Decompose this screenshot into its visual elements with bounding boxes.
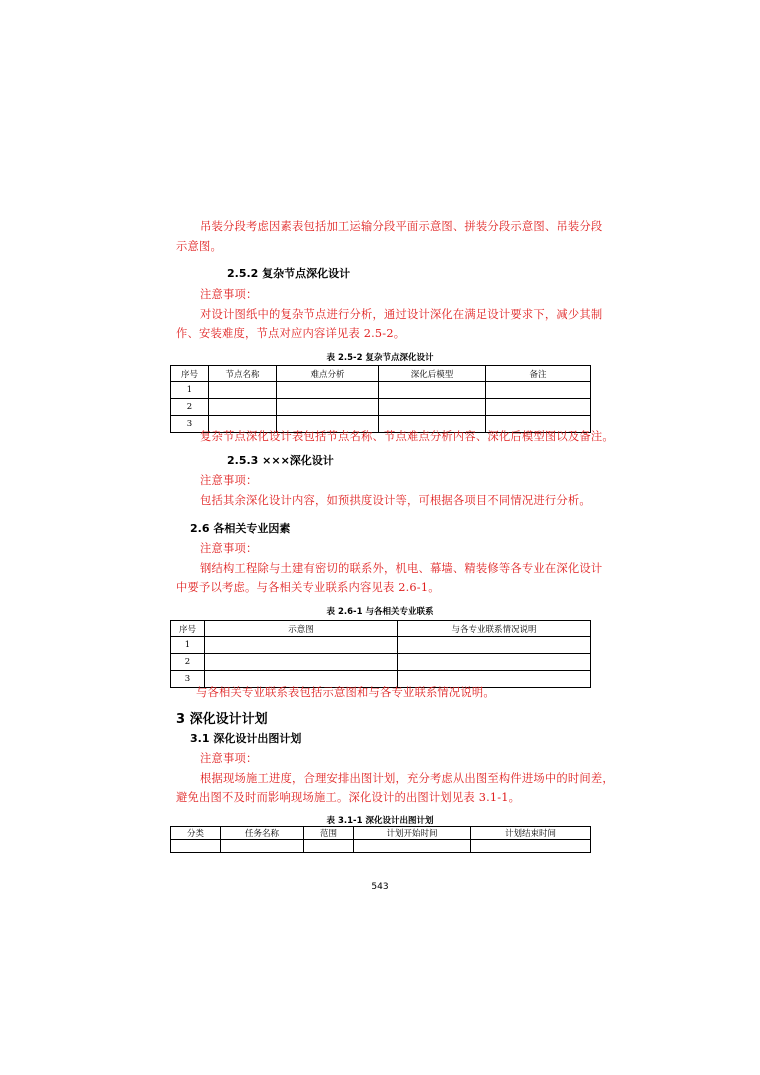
- table-header-cell: 范围: [304, 827, 354, 840]
- table-cell: [209, 399, 277, 416]
- table-row: [171, 399, 591, 416]
- table-cell: [471, 840, 591, 853]
- page-number: 543: [371, 882, 389, 892]
- note-label-2-5-3: 注意事项：: [200, 474, 258, 487]
- table-header-cell: 任务名称: [221, 827, 304, 840]
- table-cell: [486, 382, 591, 399]
- heading-3: 3 深化设计计划: [176, 712, 268, 727]
- table-header-cell: 备注: [486, 366, 591, 382]
- text-2-5-2-line-1: 对设计图纸中的复杂节点进行分析，通过设计深化在满足设计要求下，减少其制: [200, 308, 603, 321]
- text-3-1-line-2: 避免出图不及时而影响现场施工。深化设计的出图计划见表 3.1-1。: [176, 791, 521, 804]
- row-number-cell: 2: [171, 654, 205, 671]
- table-cell: [205, 654, 398, 671]
- table-header-cell: 计划开始时间: [354, 827, 471, 840]
- table-cell: [277, 382, 379, 399]
- row-number-cell: 1: [171, 382, 209, 399]
- table-cell: [398, 637, 591, 654]
- heading-2-5-3: 2.5.3 ×××深化设计: [227, 454, 334, 467]
- text-2-5-2-line-2: 作、安装难度，节点对应内容详见表 2.5-2。: [176, 327, 406, 340]
- table-header-row: [171, 827, 591, 840]
- table-header-cell: 分类: [171, 827, 221, 840]
- table-header-cell: 计划结束时间: [471, 827, 591, 840]
- note-label-3-1: 注意事项：: [200, 752, 258, 765]
- intro-line-2: 示意图。: [176, 240, 222, 253]
- table-row: [171, 840, 591, 853]
- table-row: [171, 637, 591, 654]
- table-cell: [209, 382, 277, 399]
- table-caption-2-6-1: 表 2.6-1 与各相关专业联系: [326, 607, 434, 617]
- table-3-1-1: [170, 826, 591, 853]
- table-header-cell: 序号: [171, 621, 205, 637]
- text-2-5-3: 包括其余深化设计内容，如预拱度设计等，可根据各项目不同情况进行分析。: [200, 494, 591, 507]
- table-cell: [379, 382, 486, 399]
- heading-2-5-2: 2.5.2 复杂节点深化设计: [227, 267, 351, 280]
- table-cell: [221, 840, 304, 853]
- table-header-cell: 深化后模型: [379, 366, 486, 382]
- table-2-6-1: [170, 620, 591, 688]
- text-3-1-line-1: 根据现场施工进度，合理安排出图计划，充分考虑从出图至构件进场中的时间差，: [200, 772, 614, 785]
- text-2-6-line-1: 钢结构工程除与土建有密切的联系外，机电、幕墙、精装修等各专业在深化设计: [200, 562, 603, 575]
- table-header-cell: 难点分析: [277, 366, 379, 382]
- table-cell: [354, 840, 471, 853]
- note-label-2-5-2: 注意事项：: [200, 288, 258, 301]
- row-number-cell: 2: [171, 399, 209, 416]
- table-cell: [304, 840, 354, 853]
- after-table-2-6-1: 与各相关专业联系表包括示意图和与各专业联系情况说明。: [196, 686, 495, 699]
- note-label-2-6: 注意事项：: [200, 542, 258, 555]
- table-cell: [379, 399, 486, 416]
- heading-2-6: 2.6 各相关专业因素: [190, 522, 291, 535]
- table-header-cell: 与各专业联系情况说明: [398, 621, 591, 637]
- table-caption-2-5-2: 表 2.5-2 复杂节点深化设计: [326, 353, 434, 363]
- table-header-cell: 示意图: [205, 621, 398, 637]
- text-2-6-line-2: 中要予以考虑。与各相关专业联系内容见表 2.6-1。: [176, 581, 440, 594]
- table-cell: [277, 399, 379, 416]
- table-row: [171, 654, 591, 671]
- after-table-2-5-2: 复杂节点深化设计表包括节点名称、节点难点分析内容、深化后模型图以及备注。: [200, 430, 614, 443]
- table-caption-3-1-1: 表 3.1-1 深化设计出图计划: [326, 816, 434, 826]
- table-cell: [398, 654, 591, 671]
- row-number-cell: 3: [171, 671, 205, 688]
- table-cell: [171, 840, 221, 853]
- row-number-cell: 1: [171, 637, 205, 654]
- intro-line-1: 吊装分段考虑因素表包括加工运输分段平面示意图、拼装分段示意图、吊装分段: [200, 220, 603, 233]
- table-header-row: [171, 621, 591, 637]
- table-2-5-2: [170, 365, 591, 433]
- table-header-cell: 序号: [171, 366, 209, 382]
- table-row: [171, 382, 591, 399]
- table-cell: [205, 637, 398, 654]
- heading-3-1: 3.1 深化设计出图计划: [190, 732, 302, 745]
- row-number-cell: 3: [171, 416, 209, 433]
- table-header-cell: 节点名称: [209, 366, 277, 382]
- table-header-row: [171, 366, 591, 382]
- table-cell: [486, 399, 591, 416]
